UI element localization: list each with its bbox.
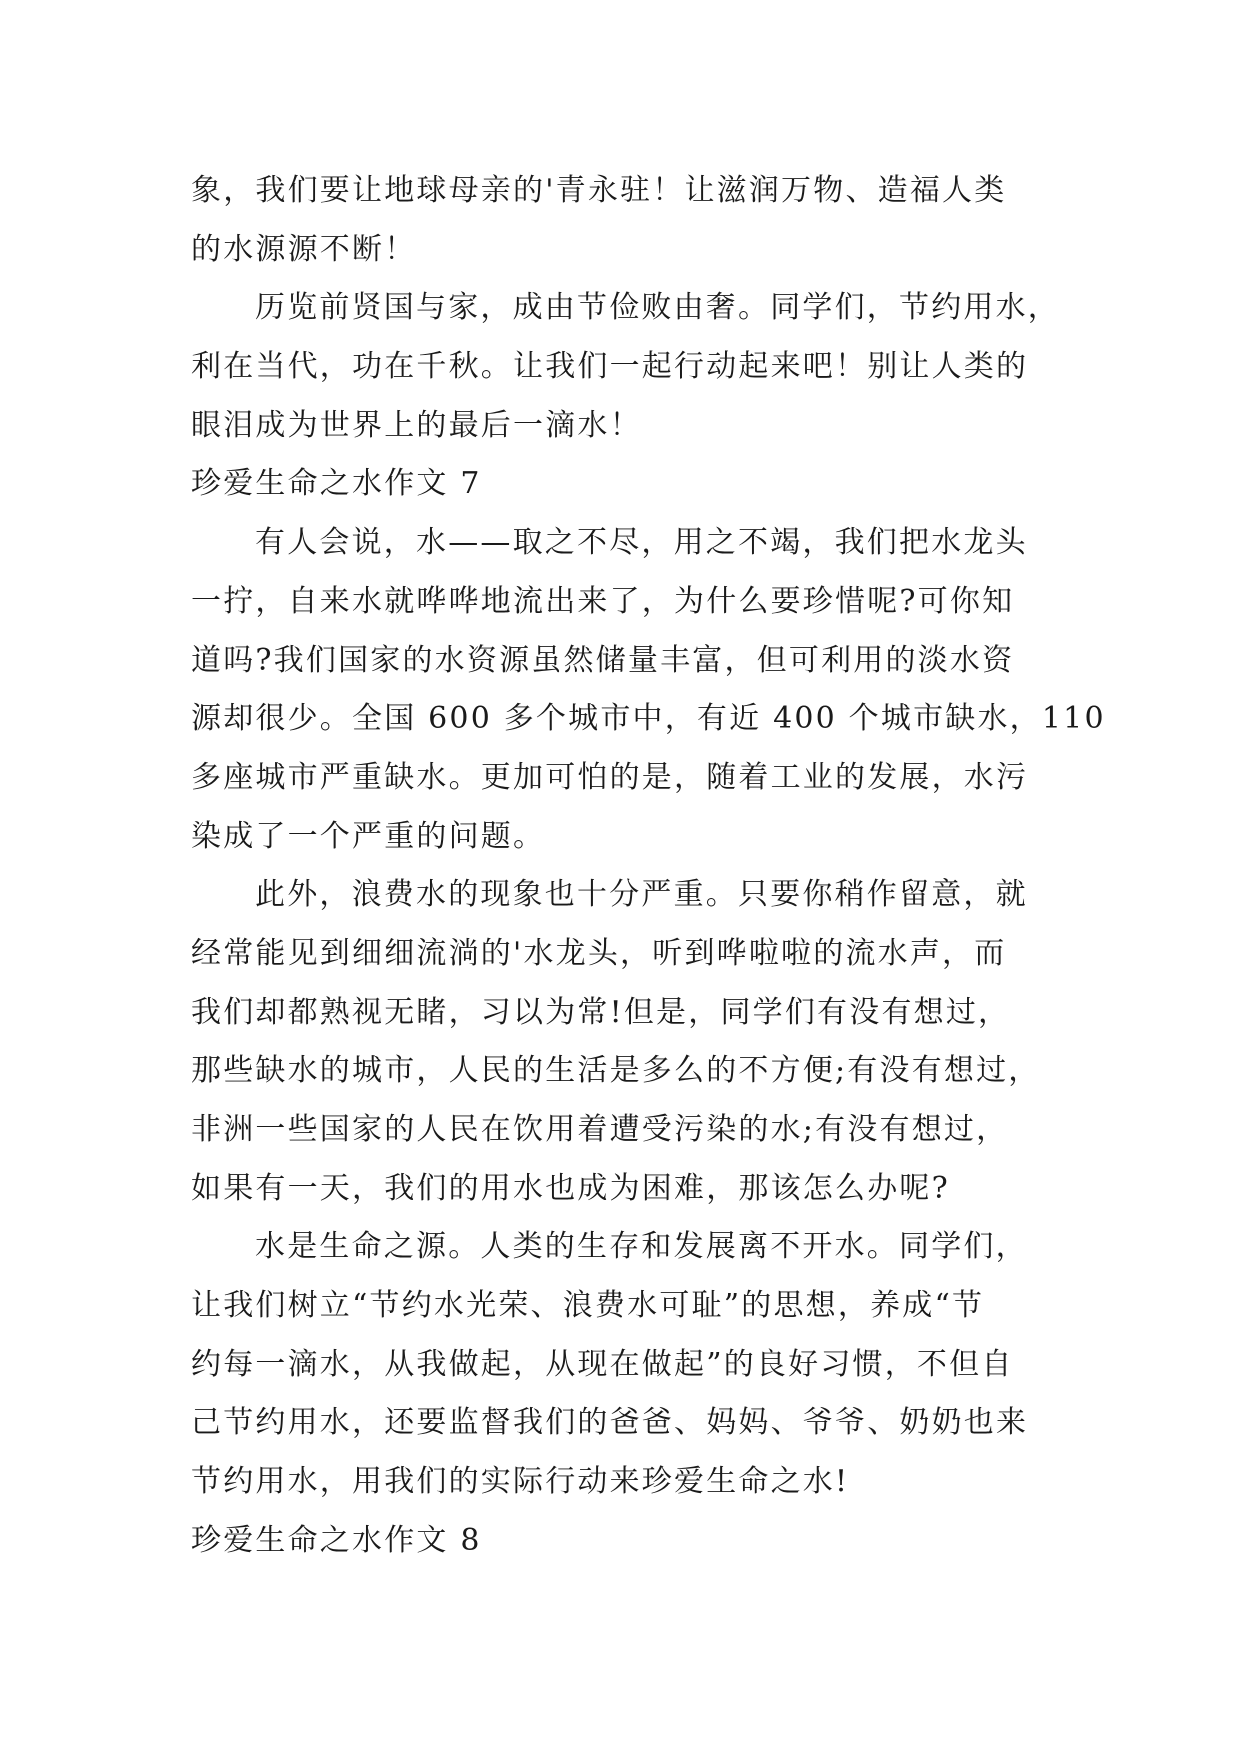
- text-line: 染成了一个严重的问题。: [191, 818, 546, 854]
- text-line: 己节约用水，还要监督我们的爸爸、妈妈、爷爷、奶奶也来: [191, 1405, 1029, 1441]
- section-heading: 珍爱生命之水作文 8: [191, 1522, 482, 1558]
- text-line: 节约用水，用我们的实际行动来珍爱生命之水!: [191, 1464, 850, 1500]
- text-line: 如果有一天，我们的用水也成为困难，那该怎么办呢?: [191, 1170, 950, 1206]
- text-line: 象，我们要让地球母亲的'青永驻！让滋润万物、造福人类: [191, 173, 1007, 208]
- text-line: 那些缺水的城市，人民的生活是多么的不方便;有没有想过，: [191, 1053, 1041, 1089]
- document-body: [191, 162, 1106, 1571]
- text-line: 此外，浪费水的现象也十分严重。只要你稍作留意，就: [255, 877, 1028, 913]
- text-line: 多座城市严重缺水。更加可怕的是，随着工业的发展，水污: [191, 759, 1029, 795]
- text-line: 历览前贤国与家，成由节俭败由奢。同学们，节约用水，: [255, 290, 1060, 326]
- text-line: 水是生命之源。人类的生存和发展离不开水。同学们，: [255, 1229, 1028, 1265]
- text-line: 约每一滴水，从我做起，从现在做起”的良好习惯，不但自: [191, 1346, 1014, 1382]
- text-line: 利在当代，功在千秋。让我们一起行动起来吧！别让人类的: [191, 349, 1029, 385]
- text-line: 的水源源不断！: [191, 231, 417, 267]
- text-line: 我们却都熟视无睹，习以为常!但是，同学们有没有想过，: [191, 994, 1011, 1030]
- text-line: 源却很少。全国 600 多个城市中，有近 400 个城市缺水，110: [191, 701, 1106, 737]
- text-line: 道吗?我们国家的水资源虽然储量丰富，但可利用的淡水资: [191, 642, 1015, 678]
- text-line: 有人会说，水——取之不尽，用之不竭，我们把水龙头: [255, 525, 1028, 561]
- text-line: 非洲一些国家的人民在饮用着遭受污染的水;有没有想过，: [191, 1112, 1009, 1147]
- text-line: 经常能见到细细流淌的'水龙头，听到哗啦啦的流水声，而: [191, 935, 1007, 971]
- text-line: 让我们树立“节约水光荣、浪费水可耻”的思想，养成“节: [191, 1288, 985, 1324]
- section-heading: 珍爱生命之水作文 7: [191, 466, 482, 502]
- text-line: 一拧，自来水就哗哗地流出来了，为什么要珍惜呢?可你知: [191, 583, 1015, 619]
- text-line: 眼泪成为世界上的最后一滴水！: [191, 407, 642, 443]
